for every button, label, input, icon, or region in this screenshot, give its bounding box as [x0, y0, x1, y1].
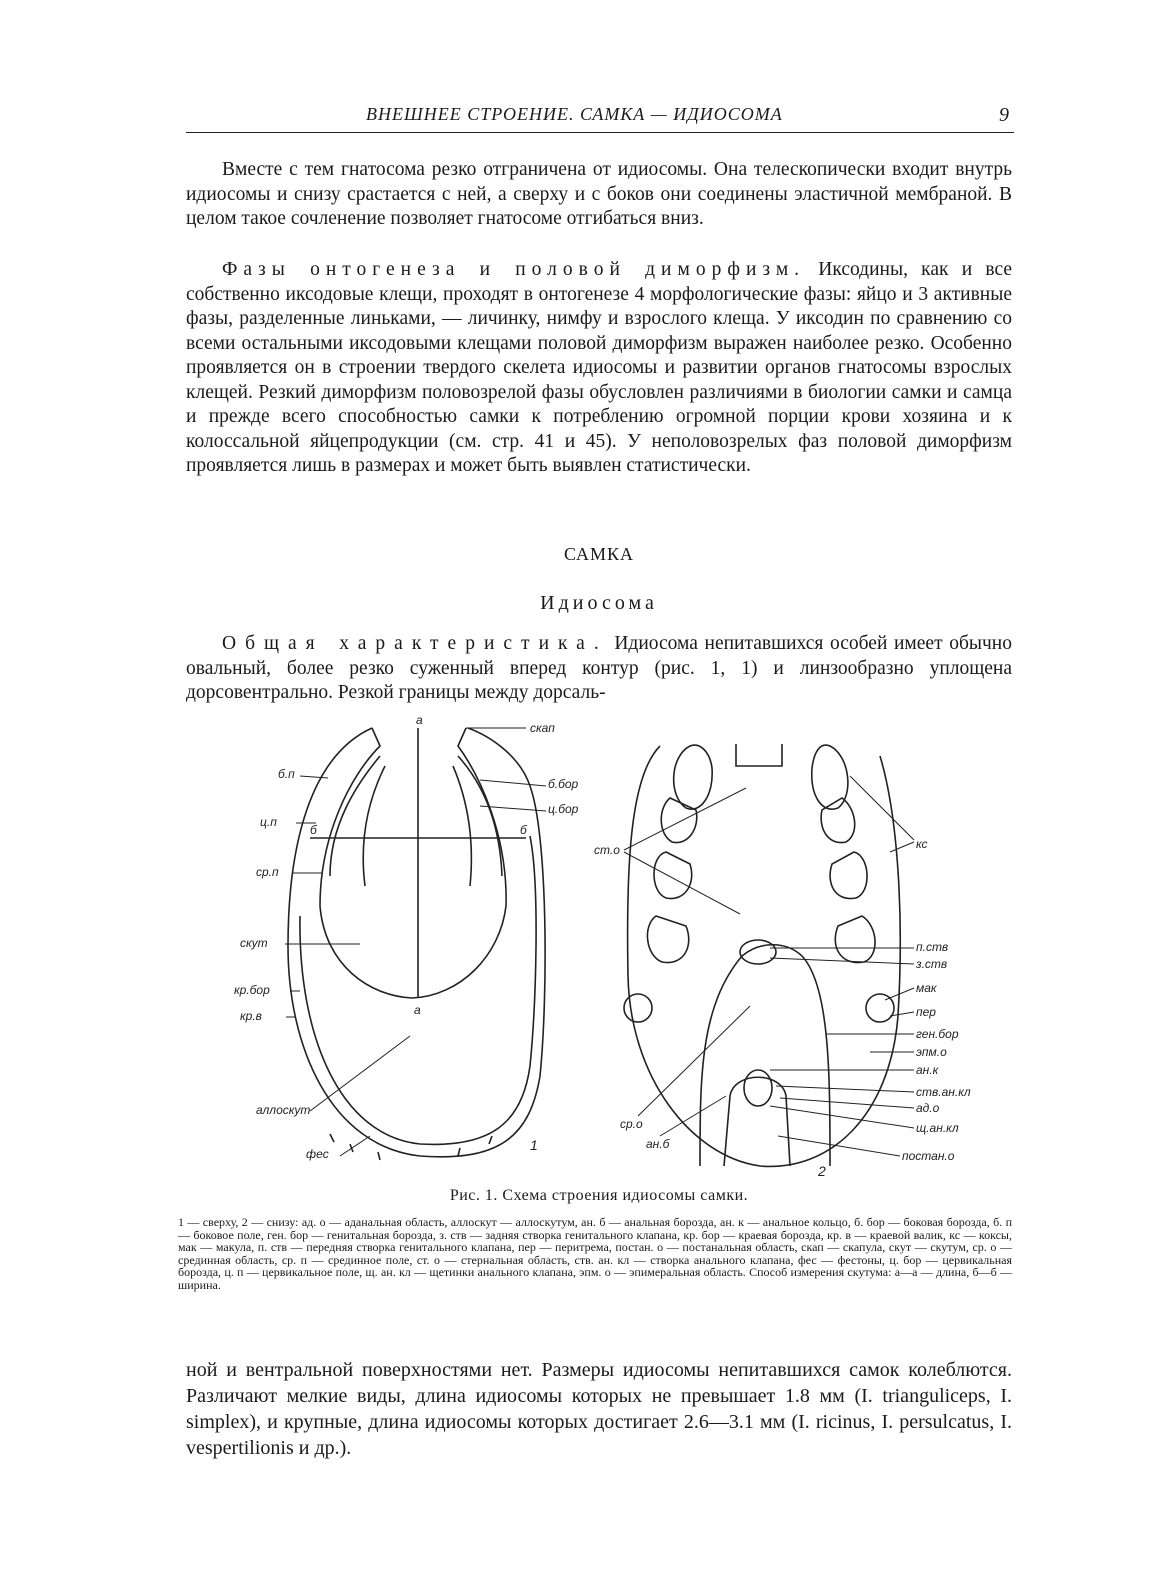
coxa-2-right: [821, 798, 855, 843]
lateral-groove-right: [453, 766, 471, 886]
cervical-groove-right: [458, 756, 502, 876]
label-krv: кр.в: [240, 1009, 262, 1023]
label-b-left: б: [310, 823, 317, 837]
label-anb: ан.б: [646, 1137, 670, 1151]
label-cbor: ц.бор: [548, 802, 579, 816]
figure-caption: Рис. 1. Схема строения идиосомы самки.: [449, 1187, 749, 1204]
label-a-bottom: а: [414, 1003, 421, 1017]
dorsal-view: [285, 728, 546, 1160]
anal-groove: [724, 1077, 790, 1166]
label-num-1: 1: [530, 1137, 538, 1153]
label-ks: кс: [916, 837, 928, 851]
label-ado: ад.о: [916, 1101, 940, 1115]
coxa-1-left: [674, 745, 713, 809]
label-bbor: б.бор: [548, 777, 579, 791]
label-epmo: эпм.о: [916, 1045, 947, 1059]
label-skap: скап: [530, 721, 555, 735]
ventral-view: [624, 744, 914, 1166]
anal-ring: [744, 1070, 772, 1106]
coxa-4-right: [835, 916, 875, 963]
ventral-outline: [628, 746, 901, 1166]
label-skut: скут: [240, 936, 268, 950]
label-zstv: з.ств: [916, 957, 948, 971]
paragraph-2-heading: Фазы онтогенеза и половой диморфизм.: [222, 259, 806, 280]
label-sro: ср.о: [620, 1117, 643, 1131]
label-shankl: щ.ан.кл: [916, 1121, 959, 1135]
running-header: [186, 104, 1014, 133]
coxa-3-right: [830, 852, 867, 899]
lateral-groove-left: [363, 766, 385, 886]
peritreme-left: [624, 994, 652, 1022]
label-ank: ан.к: [916, 1063, 939, 1077]
label-bp: б.п: [278, 767, 295, 781]
label-b-right: б: [520, 823, 527, 837]
coxa-1-right: [812, 745, 848, 809]
paragraph-3-body: Идиосома непитавшихся особей имеет обычно овальный, более резко суженный вперед контур (рис. 1, 1) и линзообразно уплощена дорсовентрально. Резкой границы между дорсаль-: [186, 633, 1012, 703]
label-alloskut: аллоскут: [256, 1103, 311, 1117]
section-heading: САМКА: [563, 544, 635, 564]
label-per: пер: [916, 1005, 936, 1019]
scutum-outline: [320, 728, 506, 998]
label-a-top: а: [416, 716, 423, 727]
genital-aperture: [740, 940, 776, 964]
idiosoma-diagram: [230, 716, 990, 1186]
label-krbor: кр.бор: [234, 983, 270, 997]
label-postano: постан.о: [902, 1149, 955, 1163]
page-number: 9: [999, 104, 1010, 126]
label-stvankl: ств.ан.кл: [916, 1085, 971, 1099]
label-pstv: п.ств: [916, 940, 949, 954]
paragraph-1: Вместе с тем гнатосома резко отграничена от идиосомы. Она телескопически входит внутрь идиосомы и снизу срастается с ней, а сверху и с боков они соединены эластичной мембраной. В целом такое сочленение позволяет гнатосоме отгибаться вниз.: [186, 159, 1012, 229]
label-sto: ст.о: [594, 843, 620, 857]
coxa-3-left: [654, 852, 692, 899]
dorsal-labels: [234, 716, 579, 1161]
running-title: ВНЕШНЕЕ СТРОЕНИЕ. САМКА — ИДИОСОМА: [366, 104, 783, 124]
coxa-4-left: [647, 916, 688, 963]
label-srp: ср.п: [256, 865, 279, 879]
coxa-2-left: [661, 798, 697, 843]
label-genbor: ген.бор: [916, 1027, 959, 1041]
dorsal-outline: [288, 728, 545, 1157]
paragraph-2: [186, 258, 1012, 479]
label-fes: фес: [306, 1147, 329, 1161]
label-cp: ц.п: [260, 815, 277, 829]
label-mak: мак: [916, 981, 937, 995]
figure-legend: 1 — сверху, 2 — снизу: ад. о — аданальная область, аллоскут — аллоскутум, ан. б — анальная борозда, ан. к — анальное кольцо, б. бор — боковая борозда, б. п — боковое поле, ген. бор — генитальная борозда, з. ств — задняя створка генитального клапана, кр. бор — краевая борозда, кр. в — краевой валик, кс — коксы, мак — макула, п. ств — передняя створка генитального клапана, пер — перитрема, постан. о — постанальная область, скап — скапула, скут — скутум, ср. о — срединная область, ср. п — срединное поле, ст. о — стернальная область, ств. ан. кл — створка анального клапана, фес — фестоны, ц. бор — цервикальная борозда, ц. п — цервикальное поле, щ. ан. кл — щетинки анального клапана, эпм. о — эпимеральная область. Способ измерения скутума: а—а — длина, б—б — ширина.: [178, 1215, 1012, 1292]
paragraph-4: ной и вентральной поверхностями нет. Размеры идиосомы непитавшихся самок колеблются. Различают мелкие виды, длина идиосомы которых не превышает 1.8 мм (I. trianguliceps, I. simplex), и крупные, длина идиосомы которых достигает 2.6—3.1 мм (I. ricinus, I. persulcatus, I. vespertilionis и др.).: [186, 1359, 1012, 1459]
paragraph-2-body: Иксодины, как и все собственно иксодовые клещи, проходят в онтогенезе 4 морфологические фазы: яйцо и 3 активные фазы, разделенные линьками, — личинку, нимфу и взрослого клеща. У иксодин по сравнению со всеми остальными иксодовыми клещами половой диморфизм выражен наиболее резко. Особенно проявляется он в строении твердого скелета идиосомы и развитии органов гнатосомы взрослых клещей. Резкий диморфизм половозрелой фазы обусловлен различиями в биологии самки и самца и прежде всего способностью самки к потреблению огромной порции крови хозяина и к колоссальной яйцепродукции (см. стр. 41 и 45). У неполовозрелых фаз половой диморфизм проявляется лишь в размерах и может быть выявлен статистически.: [186, 259, 1012, 476]
paragraph-3: [186, 632, 1012, 706]
label-num-2: 2: [818, 1163, 826, 1179]
ventral-labels: [594, 837, 971, 1179]
subsection-heading: Идиосома: [540, 592, 658, 614]
paragraph-3-heading: Общая характеристика.: [222, 633, 608, 654]
gnathosoma-notch: [736, 744, 782, 766]
figure-idiosoma: [230, 716, 990, 1186]
genital-groove: [700, 945, 830, 1166]
